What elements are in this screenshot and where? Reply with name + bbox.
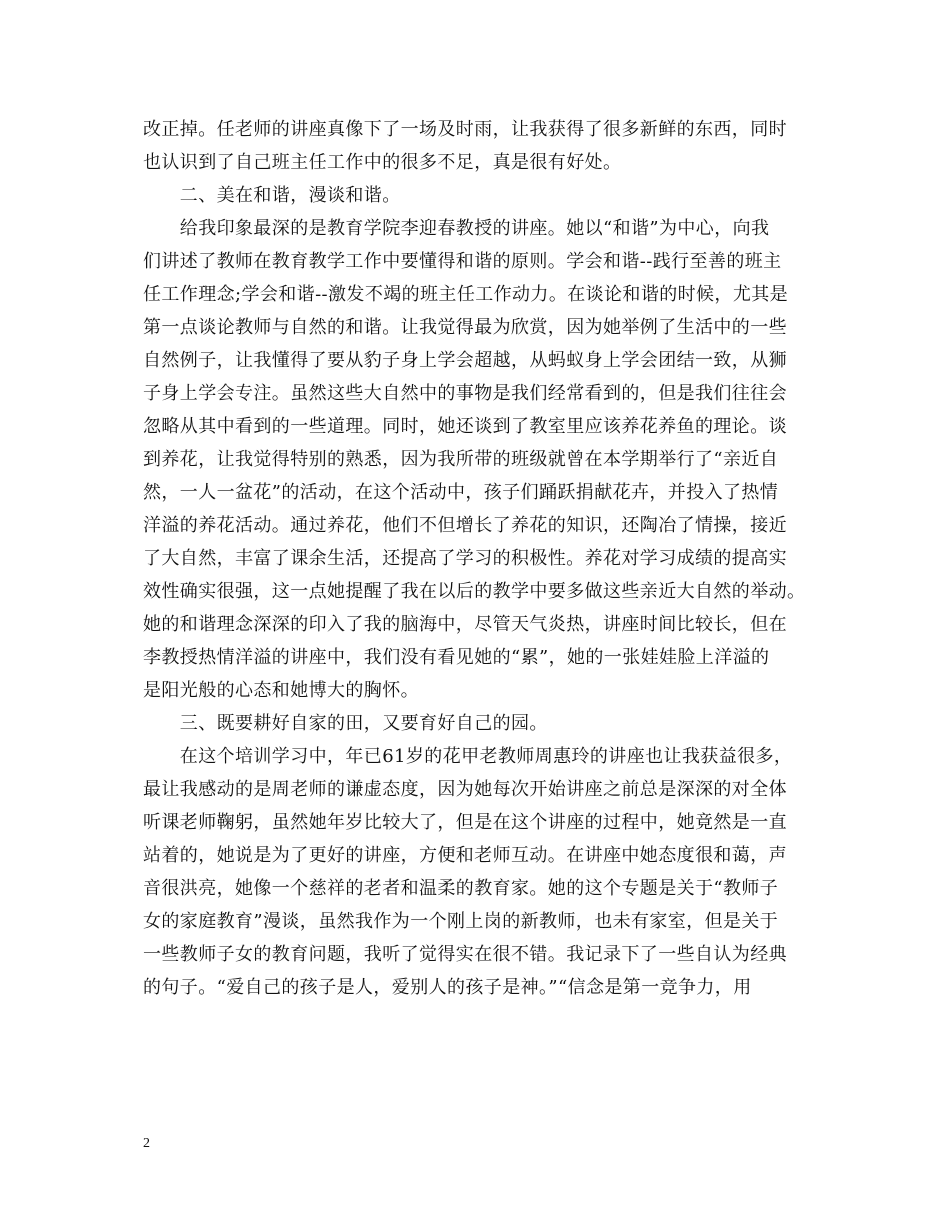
text-line: 是阳光般的心态和她博大的胸怀。 [143,680,419,701]
body-text [143,113,813,1004]
text-line: 给我印象最深的是教育学院李迎春教授的讲座。她以“和谐”为中心，向我 [143,218,770,239]
text-line: 女的家庭教育”漫谈，虽然我作为一个刚上岗的新教师，也未有家室，但是关于 [143,911,779,932]
text-line: 了大自然，丰富了课余生活，还提高了学习的积极性。养花对学习成绩的提高实 [143,548,787,569]
text-line: 站着的，她说是为了更好的讲座，方便和老师互动。在讲座中她态度很和蔼，声 [143,845,787,866]
text-line: 忽略从其中看到的一些道理。同时，她还谈到了教室里应该养花养鱼的理论。谈 [143,416,787,437]
text-line: 们讲述了教师在教育教学工作中要懂得和谐的原则。学会和谐--践行至善的班主 [143,251,782,272]
text-line: 到养花，让我觉得特别的熟悉，因为我所带的班级就曾在本学期举行了“亲近自 [143,449,779,470]
text-line: 然，一人一盆花”的活动，在这个活动中，孩子们踊跃捐献花卉，并投入了热情 [143,482,779,503]
page-number: 2 [143,1136,150,1151]
text-line: 子身上学会专注。虽然这些大自然中的事物是我们经常看到的，但是我们往往会 [143,383,787,404]
text-line: 在这个培训学习中，年已61岁的花甲老教师周惠玲的讲座也让我获益很多， [143,746,793,767]
text-line: 最让我感动的是周老师的谦虚态度，因为她每次开始讲座之前总是深深的对全体 [143,779,787,800]
text-line: 效性确实很强，这一点她提醒了我在以后的教学中要多做这些亲近大自然的举动。 [143,581,806,602]
text-line: 自然例子，让我懂得了要从豹子身上学会超越，从蚂蚁身上学会团结一致，从狮 [143,350,787,371]
text-line: 李教授热情洋溢的讲座中，我们没有看见她的“累”，她的一张娃娃脸上洋溢的 [143,647,770,668]
section-heading: 二、美在和谐，漫谈和谐。 [143,185,401,206]
text-line: 第一点谈论教师与自然的和谐。让我觉得最为欣赏，因为她举例了生活中的一些 [143,317,787,338]
text-line: 的句子。“爱自己的孩子是人，爱别人的孩子是神。”“信念是第一竞争力，用 [143,977,752,998]
text-line: 任工作理念;学会和谐--激发不竭的班主任工作动力。在谈论和谐的时候，尤其是 [143,284,789,305]
text-line: 一些教师子女的教育问题，我听了觉得实在很不错。我记录下了一些自认为经典 [143,944,787,965]
text-line: 听课老师鞠躬，虽然她年岁比较大了，但是在这个讲座的过程中，她竟然是一直 [143,812,787,833]
text-line: 改正掉。任老师的讲座真像下了一场及时雨，让我获得了很多新鲜的东西，同时 [143,119,787,140]
text-line: 音很洪亮，她像一个慈祥的老者和温柔的教育家。她的这个专题是关于“教师子 [143,878,779,899]
section-heading: 三、既要耕好自家的田，又要育好自己的园。 [143,713,548,734]
text-line: 也认识到了自己班主任工作中的很多不足，真是很有好处。 [143,152,622,173]
text-line: 洋溢的养花活动。通过养花，他们不但增长了养花的知识，还陶冶了情操，接近 [143,515,787,536]
text-line: 她的和谐理念深深的印入了我的脑海中，尽管天气炎热，讲座时间比较长，但在 [143,614,787,635]
